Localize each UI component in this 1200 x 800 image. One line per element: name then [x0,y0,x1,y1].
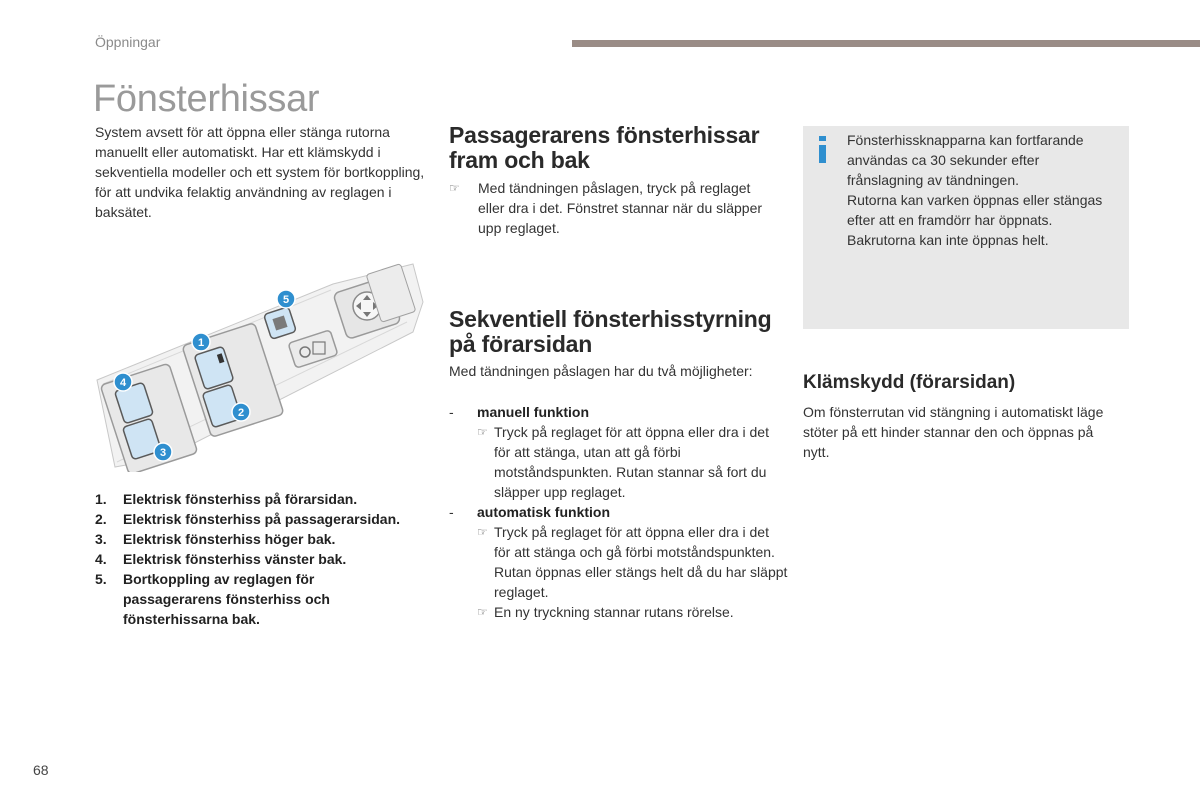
pinch-heading: Klämskydd (förarsidan) [803,372,1016,393]
info-box [803,126,1129,329]
pointing-hand-icon: ☞ [477,425,488,439]
sequential-intro: Med tändningen påslagen har du två möjligheter: [449,363,753,379]
callout-1 [192,333,210,351]
legend-item: 5. Bortkoppling av reglagen för passagerarens fönsterhiss och fönsterhissarna bak. [95,571,330,627]
page-number: 68 [33,762,49,778]
callout-3 [154,443,172,461]
legend-item: 2. Elektrisk fönsterhiss på passagerarsidan. [95,511,401,527]
section-label: Öppningar [95,34,161,50]
callout-2 [232,403,250,421]
legend-list [95,489,415,629]
svg-text:4: 4 [119,377,127,389]
pointing-hand-icon: ☞ [477,605,488,619]
passenger-bullet: ☞ Med tändningen påslagen, tryck på reglaget eller dra i det. Fönstret stannar när du släpper upp reglaget. [449,180,763,236]
svg-text:5: 5 [282,294,290,306]
callout-5 [277,290,295,308]
passenger-heading: Passagerarens fönsterhissar fram och bak [449,122,760,173]
legend-item: 4. Elektrisk fönsterhiss vänster bak. [95,551,347,567]
svg-text:3: 3 [159,447,167,459]
intro-paragraph: System avsett för att öppna eller stänga rutorna manuellt eller automatiskt. Har ett klämskydd i sekventiella modeller och ett system för bortkoppling, för att undvika felaktig användning av reglagen i baksätet. [95,124,425,220]
pointing-hand-icon: ☞ [449,181,460,195]
pinch-text: Om fönsterrutan vid stängning i automatiskt läge stöter på ett hinder stannar den och öppnas på nytt. [803,404,1104,460]
svg-text:1: 1 [197,337,205,349]
sequential-heading: Sekventiell fönsterhisstyrning på förarsidan [449,306,772,357]
page-title: Fönsterhissar [93,78,320,120]
manual-bullet: ☞ Tryck på reglaget för att öppna eller dra i det för att stänga, utan att gå förbi motståndspunkten. Rutan stannar så fort du släpper upp reglaget. [477,424,769,500]
header-divider-bar [572,40,1200,47]
legend-item: 3. Elektrisk fönsterhiss höger bak. [95,531,336,547]
info-text: Fönsterhissknapparna kan fortfarande användas ca 30 sekunder efter frånslagning av tändningen. Rutorna kan varken öppnas eller stängas efter att en framdörr har öppnats. Bakrutorna kan inte öppnas helt. [847,132,1103,248]
manual-mode-row: - manuell funktion [449,404,589,420]
auto-mode-row: - automatisk funktion [449,504,611,520]
pointing-hand-icon: ☞ [477,525,488,539]
legend-item: 1. Elektrisk fönsterhiss på förarsidan. [95,491,358,507]
callout-4 [114,373,132,391]
window-switch-illustration [95,262,425,472]
sequential-modes [449,402,789,622]
svg-text:2: 2 [237,407,245,419]
auto-bullet-2: ☞ En ny tryckning stannar rutans rörelse. [477,604,734,620]
auto-bullet-1: ☞ Tryck på reglaget för att öppna eller dra i det för att stänga och gå förbi motståndspunkten. Rutan öppnas eller stängs helt då du har släppt reglaget. [477,524,788,600]
info-icon [816,136,828,160]
